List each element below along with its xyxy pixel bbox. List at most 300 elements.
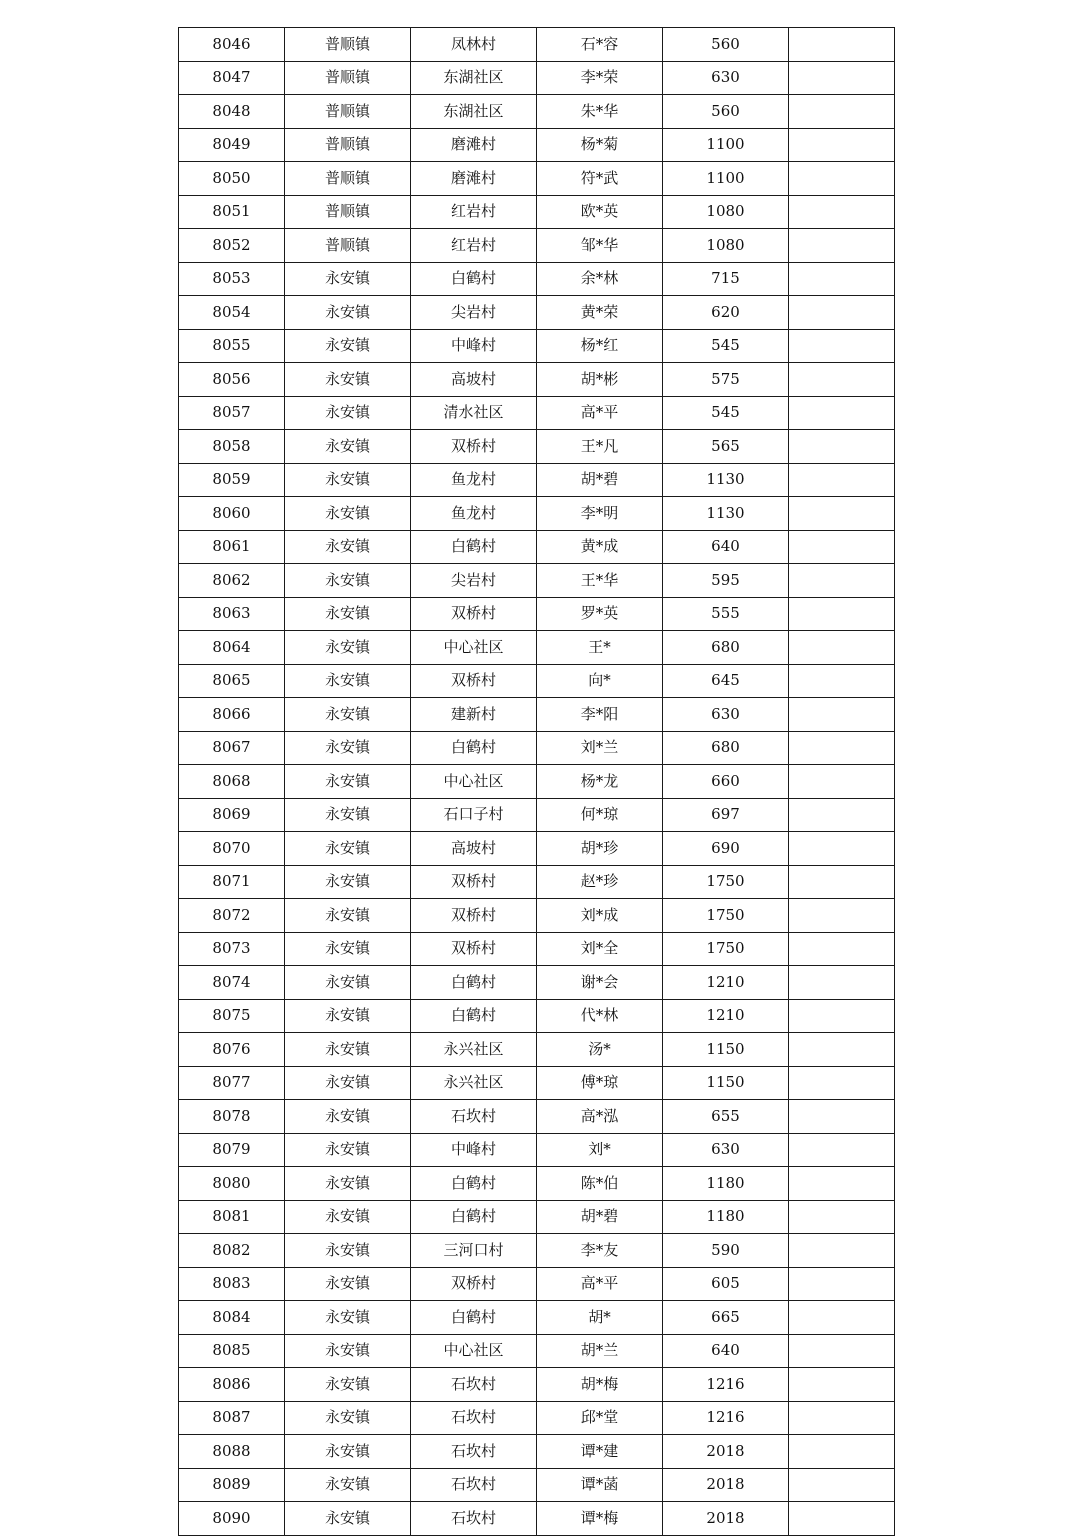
table-row [179, 195, 895, 229]
remark-cell [789, 798, 895, 832]
town-cell: 永安镇 [285, 497, 411, 531]
name-cell: 向* [537, 664, 663, 698]
remark-cell [789, 932, 895, 966]
name-cell: 谭*建 [537, 1435, 663, 1469]
town-cell: 永安镇 [285, 597, 411, 631]
town-cell: 永安镇 [285, 1267, 411, 1301]
serial-number-cell: 8049 [179, 128, 285, 162]
remark-cell [789, 731, 895, 765]
serial-number-cell: 8048 [179, 95, 285, 129]
remark-cell [789, 865, 895, 899]
serial-number-cell: 8070 [179, 832, 285, 866]
amount-cell: 665 [663, 1301, 789, 1335]
serial-number-cell: 8058 [179, 430, 285, 464]
serial-number-cell: 8087 [179, 1401, 285, 1435]
serial-number-cell: 8072 [179, 899, 285, 933]
amount-cell: 560 [663, 95, 789, 129]
serial-number-cell: 8066 [179, 698, 285, 732]
town-cell: 永安镇 [285, 631, 411, 665]
village-cell: 双桥村 [411, 664, 537, 698]
table-row [179, 296, 895, 330]
name-cell: 谢*会 [537, 966, 663, 1000]
village-cell: 白鹤村 [411, 262, 537, 296]
serial-number-cell: 8075 [179, 999, 285, 1033]
town-cell: 永安镇 [285, 564, 411, 598]
amount-cell: 1150 [663, 1066, 789, 1100]
table-row [179, 1502, 895, 1536]
village-cell: 红岩村 [411, 195, 537, 229]
town-cell: 普顺镇 [285, 28, 411, 62]
amount-cell: 1100 [663, 128, 789, 162]
remark-cell [789, 195, 895, 229]
remark-cell [789, 1133, 895, 1167]
table-row [179, 497, 895, 531]
amount-cell: 640 [663, 1334, 789, 1368]
table-row [179, 765, 895, 799]
table-row [179, 430, 895, 464]
table-row [179, 664, 895, 698]
serial-number-cell: 8071 [179, 865, 285, 899]
name-cell: 余*林 [537, 262, 663, 296]
amount-cell: 605 [663, 1267, 789, 1301]
table-row [179, 530, 895, 564]
village-cell: 尖岩村 [411, 296, 537, 330]
name-cell: 李*友 [537, 1234, 663, 1268]
town-cell: 永安镇 [285, 932, 411, 966]
town-cell: 永安镇 [285, 1033, 411, 1067]
serial-number-cell: 8079 [179, 1133, 285, 1167]
table-row [179, 1066, 895, 1100]
remark-cell [789, 1234, 895, 1268]
serial-number-cell: 8089 [179, 1468, 285, 1502]
serial-number-cell: 8059 [179, 463, 285, 497]
remark-cell [789, 899, 895, 933]
table-row [179, 61, 895, 95]
table-body [179, 28, 895, 1536]
remark-cell [789, 430, 895, 464]
table-row [179, 262, 895, 296]
table-row [179, 1033, 895, 1067]
town-cell: 永安镇 [285, 1100, 411, 1134]
village-cell: 鱼龙村 [411, 463, 537, 497]
serial-number-cell: 8051 [179, 195, 285, 229]
table-row [179, 631, 895, 665]
amount-cell: 1210 [663, 999, 789, 1033]
name-cell: 符*武 [537, 162, 663, 196]
village-cell: 石口子村 [411, 798, 537, 832]
remark-cell [789, 1033, 895, 1067]
name-cell: 傅*琼 [537, 1066, 663, 1100]
remark-cell [789, 1401, 895, 1435]
remark-cell [789, 363, 895, 397]
town-cell: 永安镇 [285, 1066, 411, 1100]
name-cell: 李*荣 [537, 61, 663, 95]
amount-cell: 565 [663, 430, 789, 464]
town-cell: 永安镇 [285, 430, 411, 464]
amount-cell: 1080 [663, 229, 789, 263]
village-cell: 三河口村 [411, 1234, 537, 1268]
town-cell: 永安镇 [285, 765, 411, 799]
remark-cell [789, 28, 895, 62]
name-cell: 胡*碧 [537, 463, 663, 497]
amount-cell: 715 [663, 262, 789, 296]
remark-cell [789, 664, 895, 698]
town-cell: 永安镇 [285, 966, 411, 1000]
table-row [179, 162, 895, 196]
amount-cell: 1130 [663, 463, 789, 497]
name-cell: 胡*碧 [537, 1200, 663, 1234]
remark-cell [789, 128, 895, 162]
remark-cell [789, 1301, 895, 1335]
name-cell: 胡*梅 [537, 1368, 663, 1402]
remark-cell [789, 564, 895, 598]
village-cell: 磨滩村 [411, 128, 537, 162]
village-cell: 永兴社区 [411, 1033, 537, 1067]
village-cell: 清水社区 [411, 396, 537, 430]
town-cell: 永安镇 [285, 1401, 411, 1435]
serial-number-cell: 8056 [179, 363, 285, 397]
name-cell: 胡*兰 [537, 1334, 663, 1368]
serial-number-cell: 8073 [179, 932, 285, 966]
serial-number-cell: 8084 [179, 1301, 285, 1335]
village-cell: 中峰村 [411, 329, 537, 363]
serial-number-cell: 8083 [179, 1267, 285, 1301]
town-cell: 永安镇 [285, 698, 411, 732]
village-cell: 高坡村 [411, 832, 537, 866]
amount-cell: 1100 [663, 162, 789, 196]
village-cell: 石坎村 [411, 1100, 537, 1134]
village-cell: 双桥村 [411, 899, 537, 933]
serial-number-cell: 8067 [179, 731, 285, 765]
table-row [179, 1301, 895, 1335]
name-cell: 王* [537, 631, 663, 665]
remark-cell [789, 1502, 895, 1536]
remark-cell [789, 329, 895, 363]
table-row [179, 731, 895, 765]
amount-cell: 575 [663, 363, 789, 397]
remark-cell [789, 1200, 895, 1234]
town-cell: 永安镇 [285, 1502, 411, 1536]
table-row [179, 1100, 895, 1134]
name-cell: 欧*英 [537, 195, 663, 229]
name-cell: 石*容 [537, 28, 663, 62]
serial-number-cell: 8057 [179, 396, 285, 430]
table-row [179, 396, 895, 430]
table-row [179, 1468, 895, 1502]
name-cell: 高*平 [537, 396, 663, 430]
amount-cell: 630 [663, 698, 789, 732]
name-cell: 汤* [537, 1033, 663, 1067]
name-cell: 胡*珍 [537, 832, 663, 866]
amount-cell: 1750 [663, 932, 789, 966]
amount-cell: 660 [663, 765, 789, 799]
remark-cell [789, 530, 895, 564]
remark-cell [789, 1368, 895, 1402]
serial-number-cell: 8053 [179, 262, 285, 296]
name-cell: 何*琼 [537, 798, 663, 832]
name-cell: 黄*成 [537, 530, 663, 564]
town-cell: 永安镇 [285, 832, 411, 866]
table-row [179, 329, 895, 363]
town-cell: 永安镇 [285, 1200, 411, 1234]
remark-cell [789, 1167, 895, 1201]
town-cell: 普顺镇 [285, 162, 411, 196]
town-cell: 普顺镇 [285, 128, 411, 162]
serial-number-cell: 8055 [179, 329, 285, 363]
amount-cell: 697 [663, 798, 789, 832]
serial-number-cell: 8047 [179, 61, 285, 95]
table-row [179, 1401, 895, 1435]
serial-number-cell: 8074 [179, 966, 285, 1000]
name-cell: 刘*兰 [537, 731, 663, 765]
town-cell: 永安镇 [285, 664, 411, 698]
table-row [179, 229, 895, 263]
town-cell: 永安镇 [285, 731, 411, 765]
table-row [179, 28, 895, 62]
serial-number-cell: 8060 [179, 497, 285, 531]
serial-number-cell: 8078 [179, 1100, 285, 1134]
village-cell: 鱼龙村 [411, 497, 537, 531]
serial-number-cell: 8050 [179, 162, 285, 196]
amount-cell: 1130 [663, 497, 789, 531]
name-cell: 陈*伯 [537, 1167, 663, 1201]
amount-cell: 2018 [663, 1468, 789, 1502]
village-cell: 双桥村 [411, 932, 537, 966]
amount-cell: 545 [663, 329, 789, 363]
village-cell: 双桥村 [411, 430, 537, 464]
town-cell: 永安镇 [285, 296, 411, 330]
amount-cell: 1216 [663, 1401, 789, 1435]
amount-cell: 655 [663, 1100, 789, 1134]
name-cell: 刘* [537, 1133, 663, 1167]
remark-cell [789, 463, 895, 497]
amount-cell: 1210 [663, 966, 789, 1000]
town-cell: 永安镇 [285, 999, 411, 1033]
table-row [179, 128, 895, 162]
amount-cell: 1150 [663, 1033, 789, 1067]
amount-cell: 595 [663, 564, 789, 598]
village-cell: 石坎村 [411, 1468, 537, 1502]
amount-cell: 2018 [663, 1502, 789, 1536]
village-cell: 双桥村 [411, 1267, 537, 1301]
name-cell: 罗*英 [537, 597, 663, 631]
amount-cell: 2018 [663, 1435, 789, 1469]
village-cell: 红岩村 [411, 229, 537, 263]
village-cell: 中心社区 [411, 631, 537, 665]
town-cell: 永安镇 [285, 1435, 411, 1469]
name-cell: 谭*菡 [537, 1468, 663, 1502]
town-cell: 永安镇 [285, 396, 411, 430]
remark-cell [789, 61, 895, 95]
name-cell: 代*林 [537, 999, 663, 1033]
village-cell: 高坡村 [411, 363, 537, 397]
name-cell: 李*阳 [537, 698, 663, 732]
town-cell: 永安镇 [285, 530, 411, 564]
name-cell: 邹*华 [537, 229, 663, 263]
amount-cell: 1750 [663, 899, 789, 933]
village-cell: 中峰村 [411, 1133, 537, 1167]
village-cell: 白鹤村 [411, 731, 537, 765]
table-row [179, 999, 895, 1033]
amount-cell: 545 [663, 396, 789, 430]
table-row [179, 1435, 895, 1469]
name-cell: 谭*梅 [537, 1502, 663, 1536]
remark-cell [789, 162, 895, 196]
table-row [179, 832, 895, 866]
table-row [179, 1133, 895, 1167]
table-row [179, 1234, 895, 1268]
village-cell: 建新村 [411, 698, 537, 732]
village-cell: 东湖社区 [411, 95, 537, 129]
amount-cell: 1750 [663, 865, 789, 899]
serial-number-cell: 8088 [179, 1435, 285, 1469]
remark-cell [789, 1100, 895, 1134]
name-cell: 刘*成 [537, 899, 663, 933]
serial-number-cell: 8062 [179, 564, 285, 598]
table-row [179, 798, 895, 832]
remark-cell [789, 1468, 895, 1502]
data-table [178, 27, 895, 1536]
name-cell: 邱*堂 [537, 1401, 663, 1435]
serial-number-cell: 8077 [179, 1066, 285, 1100]
name-cell: 胡*彬 [537, 363, 663, 397]
serial-number-cell: 8090 [179, 1502, 285, 1536]
name-cell: 王*华 [537, 564, 663, 598]
village-cell: 双桥村 [411, 597, 537, 631]
remark-cell [789, 262, 895, 296]
village-cell: 尖岩村 [411, 564, 537, 598]
serial-number-cell: 8081 [179, 1200, 285, 1234]
town-cell: 永安镇 [285, 329, 411, 363]
village-cell: 白鹤村 [411, 1301, 537, 1335]
remark-cell [789, 765, 895, 799]
table-row [179, 597, 895, 631]
village-cell: 东湖社区 [411, 61, 537, 95]
serial-number-cell: 8069 [179, 798, 285, 832]
village-cell: 石坎村 [411, 1502, 537, 1536]
amount-cell: 630 [663, 1133, 789, 1167]
village-cell: 白鹤村 [411, 1167, 537, 1201]
serial-number-cell: 8063 [179, 597, 285, 631]
town-cell: 永安镇 [285, 1468, 411, 1502]
serial-number-cell: 8068 [179, 765, 285, 799]
amount-cell: 680 [663, 631, 789, 665]
remark-cell [789, 832, 895, 866]
serial-number-cell: 8082 [179, 1234, 285, 1268]
town-cell: 永安镇 [285, 1167, 411, 1201]
table-row [179, 463, 895, 497]
town-cell: 永安镇 [285, 1234, 411, 1268]
amount-cell: 645 [663, 664, 789, 698]
remark-cell [789, 229, 895, 263]
town-cell: 永安镇 [285, 899, 411, 933]
village-cell: 石坎村 [411, 1435, 537, 1469]
town-cell: 永安镇 [285, 1334, 411, 1368]
village-cell: 中心社区 [411, 1334, 537, 1368]
table-row [179, 966, 895, 1000]
village-cell: 磨滩村 [411, 162, 537, 196]
name-cell: 高*平 [537, 1267, 663, 1301]
village-cell: 凤林村 [411, 28, 537, 62]
name-cell: 杨*龙 [537, 765, 663, 799]
town-cell: 永安镇 [285, 262, 411, 296]
amount-cell: 640 [663, 530, 789, 564]
table-row [179, 899, 895, 933]
name-cell: 黄*荣 [537, 296, 663, 330]
remark-cell [789, 1267, 895, 1301]
village-cell: 白鹤村 [411, 999, 537, 1033]
remark-cell [789, 396, 895, 430]
town-cell: 普顺镇 [285, 195, 411, 229]
name-cell: 赵*珍 [537, 865, 663, 899]
village-cell: 白鹤村 [411, 1200, 537, 1234]
serial-number-cell: 8076 [179, 1033, 285, 1067]
village-cell: 白鹤村 [411, 966, 537, 1000]
serial-number-cell: 8052 [179, 229, 285, 263]
town-cell: 永安镇 [285, 865, 411, 899]
village-cell: 双桥村 [411, 865, 537, 899]
town-cell: 永安镇 [285, 363, 411, 397]
serial-number-cell: 8061 [179, 530, 285, 564]
table-row [179, 363, 895, 397]
remark-cell [789, 95, 895, 129]
remark-cell [789, 631, 895, 665]
table-row [179, 564, 895, 598]
name-cell: 刘*全 [537, 932, 663, 966]
serial-number-cell: 8064 [179, 631, 285, 665]
table-row [179, 1200, 895, 1234]
amount-cell: 680 [663, 731, 789, 765]
remark-cell [789, 1435, 895, 1469]
remark-cell [789, 497, 895, 531]
remark-cell [789, 966, 895, 1000]
serial-number-cell: 8054 [179, 296, 285, 330]
village-cell: 中心社区 [411, 765, 537, 799]
town-cell: 永安镇 [285, 1133, 411, 1167]
name-cell: 胡* [537, 1301, 663, 1335]
serial-number-cell: 8085 [179, 1334, 285, 1368]
village-cell: 石坎村 [411, 1401, 537, 1435]
amount-cell: 620 [663, 296, 789, 330]
table-row [179, 1167, 895, 1201]
name-cell: 高*泓 [537, 1100, 663, 1134]
table-row [179, 95, 895, 129]
amount-cell: 555 [663, 597, 789, 631]
name-cell: 李*明 [537, 497, 663, 531]
name-cell: 杨*菊 [537, 128, 663, 162]
village-cell: 石坎村 [411, 1368, 537, 1402]
town-cell: 永安镇 [285, 798, 411, 832]
name-cell: 王*凡 [537, 430, 663, 464]
town-cell: 永安镇 [285, 463, 411, 497]
amount-cell: 1216 [663, 1368, 789, 1402]
serial-number-cell: 8065 [179, 664, 285, 698]
amount-cell: 590 [663, 1234, 789, 1268]
serial-number-cell: 8080 [179, 1167, 285, 1201]
remark-cell [789, 1066, 895, 1100]
town-cell: 普顺镇 [285, 95, 411, 129]
serial-number-cell: 8046 [179, 28, 285, 62]
table-row [179, 865, 895, 899]
amount-cell: 560 [663, 28, 789, 62]
table-row [179, 932, 895, 966]
remark-cell [789, 698, 895, 732]
village-cell: 白鹤村 [411, 530, 537, 564]
amount-cell: 1180 [663, 1167, 789, 1201]
amount-cell: 1180 [663, 1200, 789, 1234]
name-cell: 朱*华 [537, 95, 663, 129]
village-cell: 永兴社区 [411, 1066, 537, 1100]
